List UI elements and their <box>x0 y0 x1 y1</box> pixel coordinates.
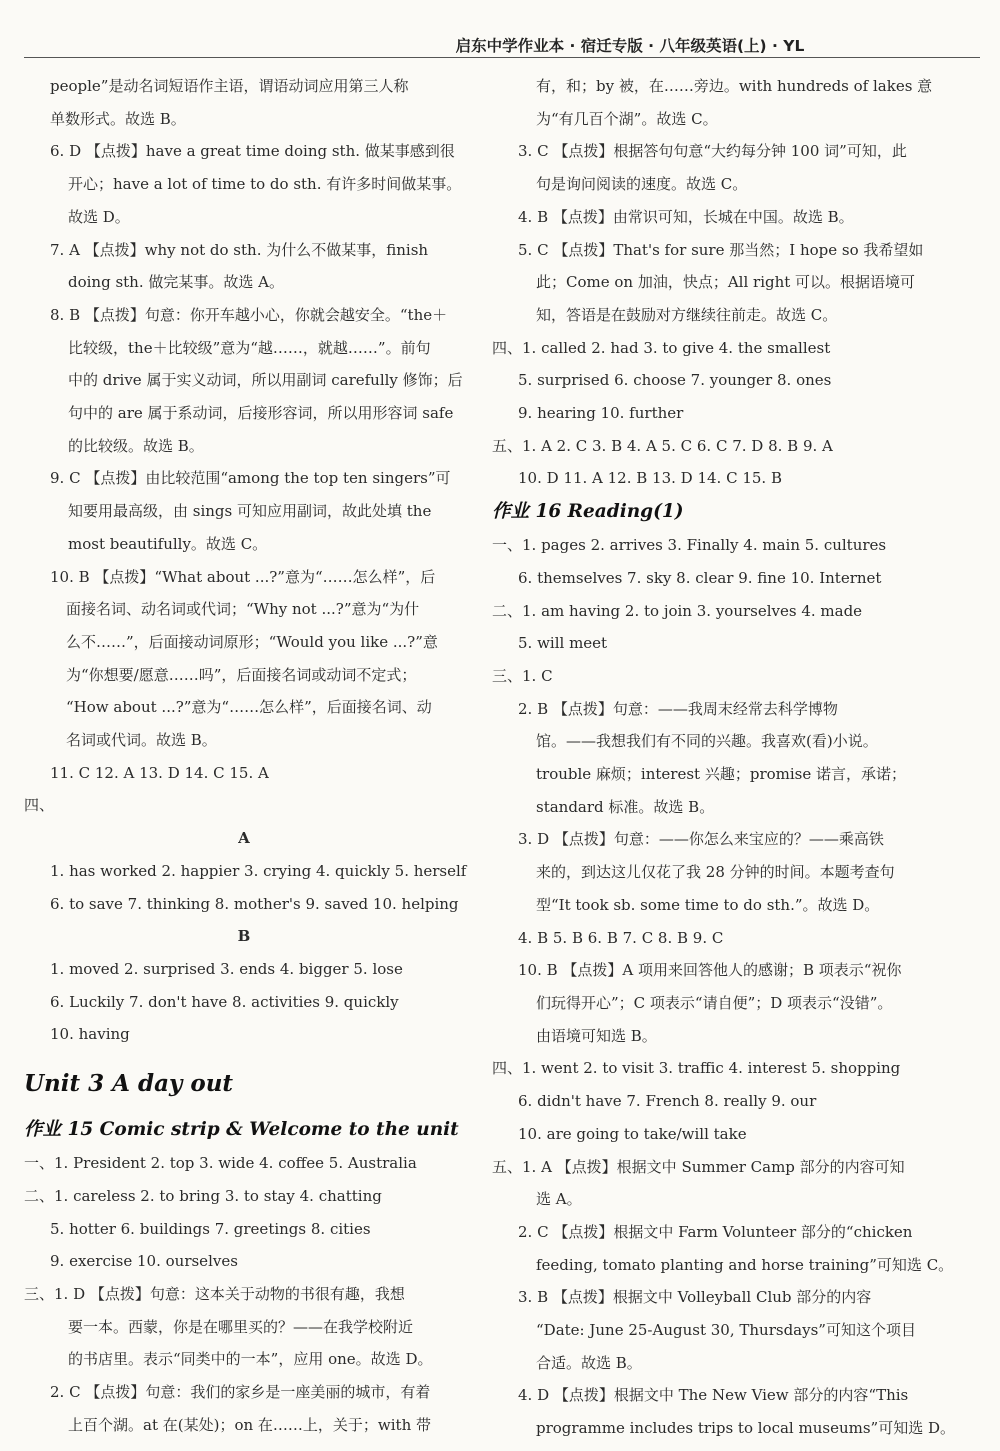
answer-line: 10. B 【点拨】A 项用来回答他人的感谢；B 项表示“祝你 <box>518 961 902 980</box>
answer-line: 1. moved 2. surprised 3. ends 4. bigger 5. lose <box>50 959 403 978</box>
answer-line: 2. B 【点拨】句意：——我周末经常去科学博物 <box>518 699 838 718</box>
subsection-label: A <box>238 829 250 848</box>
answer-line: 10. having <box>50 1025 130 1044</box>
answer-line: 3. D 【点拨】句意：——你怎么来宝应的？——乘高铁 <box>518 830 884 849</box>
page-header: 启东中学作业本 · 宿迁专版 · 八年级英语(上) · YL <box>455 37 805 55</box>
answer-line: 4. D 【点拨】根据文中 The New View 部分的内容“This <box>518 1386 909 1405</box>
answer-line: “Date: June 25-August 30, Thursdays”可知这个项目 <box>536 1321 916 1340</box>
answer-line: 上百个湖。at 在(某处)；on 在……上，关于；with 带 <box>68 1415 431 1434</box>
answer-line: 中的 drive 属于实义动词，所以用副词 carefully 修饰；后 <box>68 371 463 390</box>
answer-line: 有，和；by 被，在……旁边。with hundreds of lakes 意 <box>536 77 933 95</box>
answer-line: trouble 麻烦；interest 兴趣；promise 诺言，承诺； <box>536 765 907 784</box>
answer-line: 6. D 【点拨】have a great time doing sth. 做某事感到很 <box>50 142 455 161</box>
answer-line: 故选 D。 <box>68 207 130 226</box>
answer-line: 6. Luckily 7. don't have 8. activities 9. quickly <box>50 992 399 1011</box>
answer-line: 6. to save 7. thinking 8. mother's 9. saved 10. helping <box>50 894 459 913</box>
answer-line: 来的，到达这儿仅花了我 28 分钟的时间。本题考查句 <box>536 863 895 882</box>
answer-line: 5. C 【点拨】That's for sure 那当然；I hope so 我希望如 <box>518 240 924 259</box>
answer-line: 五、1. A 【点拨】根据文中 Summer Camp 部分的内容可知 <box>492 1157 905 1176</box>
answer-line: 句是询问阅读的速度。故选 C。 <box>536 175 748 194</box>
answer-line: 4. B 【点拨】由常识可知，长城在中国。故选 B。 <box>518 207 854 226</box>
answer-line: “How about ...?”意为“……怎么样”，后面接名词、动 <box>66 698 432 717</box>
left-column <box>24 70 467 1441</box>
answer-line: 1. has worked 2. happier 3. crying 4. quickly 5. herself <box>50 861 467 880</box>
answer-line: 知要用最高级，由 sings 可知应用副词，故此处填 the <box>68 502 432 521</box>
answer-line: 7. A 【点拨】why not do sth. 为什么不做某事，finish <box>50 240 429 259</box>
answer-line: people”是动名词短语作主语，谓语动词应用第三人称 <box>50 77 409 95</box>
homework-15-title: 作业 15 Comic strip & Welcome to the unit <box>24 1119 459 1141</box>
answer-line: 9. C 【点拨】由比较范围“among the top ten singers”可 <box>50 469 451 488</box>
answer-line: 馆。——我想我们有不同的兴趣。我喜欢(看)小说。 <box>536 732 878 751</box>
answer-line: 10. are going to take/will take <box>518 1124 747 1143</box>
subsection-label: B <box>237 927 251 946</box>
answer-line: 10. D 11. A 12. B 13. D 14. C 15. B <box>518 469 782 488</box>
right-column <box>492 70 956 1445</box>
answer-line: 4. B 5. B 6. B 7. C 8. B 9. C <box>518 928 724 947</box>
answer-line: 合适。故选 B。 <box>536 1353 642 1372</box>
answer-line: 此；Come on 加油，快点；All right 可以。根据语境可 <box>536 273 916 292</box>
answer-line: 开心；have a lot of time to do sth. 有许多时间做某事。 <box>68 175 462 194</box>
answer-line: 为“你想要/愿意……吗”，后面接名词或动词不定式； <box>66 665 417 684</box>
answer-line: 们玩得开心”；C 项表示“请自便”；D 项表示“没错”。 <box>536 993 893 1012</box>
answer-line: 由语境可知选 B。 <box>536 1026 657 1045</box>
answer-line: 2. C 【点拨】句意：我们的家乡是一座美丽的城市，有着 <box>50 1383 431 1402</box>
header-divider <box>24 57 980 58</box>
answer-line: 为“有几百个湖”。故选 C。 <box>536 109 718 128</box>
answer-line: 5. hotter 6. buildings 7. greetings 8. cities <box>50 1219 371 1238</box>
answer-line: 知，答语是在鼓励对方继续往前走。故选 C。 <box>536 305 838 324</box>
answer-line: 比较级，the＋比较级”意为“越……，就越……”。前句 <box>68 338 431 357</box>
answer-line: doing sth. 做完某事。故选 A。 <box>68 273 284 292</box>
answer-line: 3. C 【点拨】根据答句句意“大约每分钟 100 词”可知，此 <box>518 142 907 161</box>
section-label: 四、 <box>24 796 55 815</box>
answer-line: 型“It took sb. some time to do sth.”。故选 D。 <box>536 895 880 914</box>
answer-line: 2. C 【点拨】根据文中 Farm Volunteer 部分的“chicken <box>518 1222 913 1241</box>
answer-line: 5. surprised 6. choose 7. younger 8. ones <box>518 371 832 390</box>
answer-line: 三、1. D 【点拨】句意：这本关于动物的书很有趣，我想 <box>24 1284 405 1303</box>
answer-line: 四、1. called 2. had 3. to give 4. the smallest <box>492 338 831 357</box>
answer-line: 一、1. President 2. top 3. wide 4. coffee 5. Australia <box>24 1154 417 1173</box>
answer-line: standard 标准。故选 B。 <box>536 797 715 816</box>
answer-line: programme includes trips to local museums”可知选 D。 <box>536 1419 956 1438</box>
answer-line: 句中的 are 属于系动词，后接形容词，所以用形容词 safe <box>68 404 454 423</box>
answer-line: 9. exercise 10. ourselves <box>50 1252 238 1271</box>
unit-title: Unit 3 A day out <box>24 1070 234 1098</box>
answer-line: 10. B 【点拨】“What about ...?”意为“……怎么样”，后 <box>50 567 436 586</box>
answer-line: 名词或代词。故选 B。 <box>66 731 217 750</box>
answer-line: 五、1. A 2. C 3. B 4. A 5. C 6. C 7. D 8. B 9. A <box>492 436 833 455</box>
answer-line: most beautifully。故选 C。 <box>68 534 268 553</box>
answer-line: 9. hearing 10. further <box>518 404 684 423</box>
answer-line: 二、1. careless 2. to bring 3. to stay 4. chatting <box>24 1186 382 1205</box>
answer-line: 11. C 12. A 13. D 14. C 15. A <box>50 763 269 782</box>
answer-line: 的书店里。表示“同类中的一本”，应用 one。故选 D。 <box>68 1350 433 1369</box>
homework-16-title: 作业 16 Reading(1) <box>492 501 684 523</box>
answer-line: 8. B 【点拨】句意：你开车越小心，你就会越安全。“the＋ <box>50 305 448 324</box>
answer-line: 选 A。 <box>536 1190 582 1209</box>
answer-line: 6. didn't have 7. French 8. really 9. our <box>518 1092 817 1111</box>
answer-line: 么不……”，后面接动词原形；“Would you like ...?”意 <box>66 632 438 651</box>
answer-line: 6. themselves 7. sky 8. clear 9. fine 10. Internet <box>518 568 882 587</box>
answer-line: 的比较级。故选 B。 <box>68 436 204 455</box>
answer-line: 三、1. C <box>492 666 553 685</box>
answer-line: 要一本。西蒙，你是在哪里买的？——在我学校附近 <box>68 1317 414 1336</box>
answer-line: feeding, tomato planting and horse training”可知选 C。 <box>536 1255 954 1274</box>
answer-line: 单数形式。故选 B。 <box>50 109 186 128</box>
answer-line: 四、1. went 2. to visit 3. traffic 4. interest 5. shopping <box>492 1059 901 1078</box>
answer-line: 二、1. am having 2. to join 3. yourselves 4. made <box>492 601 863 620</box>
answer-line: 一、1. pages 2. arrives 3. Finally 4. main 5. cultures <box>492 536 887 555</box>
answer-line: 面接名词、动名词或代词；“Why not ...?”意为“为什 <box>66 600 420 619</box>
answer-line: 5. will meet <box>518 634 608 653</box>
answer-line: 3. B 【点拨】根据文中 Volleyball Club 部分的内容 <box>518 1288 872 1307</box>
